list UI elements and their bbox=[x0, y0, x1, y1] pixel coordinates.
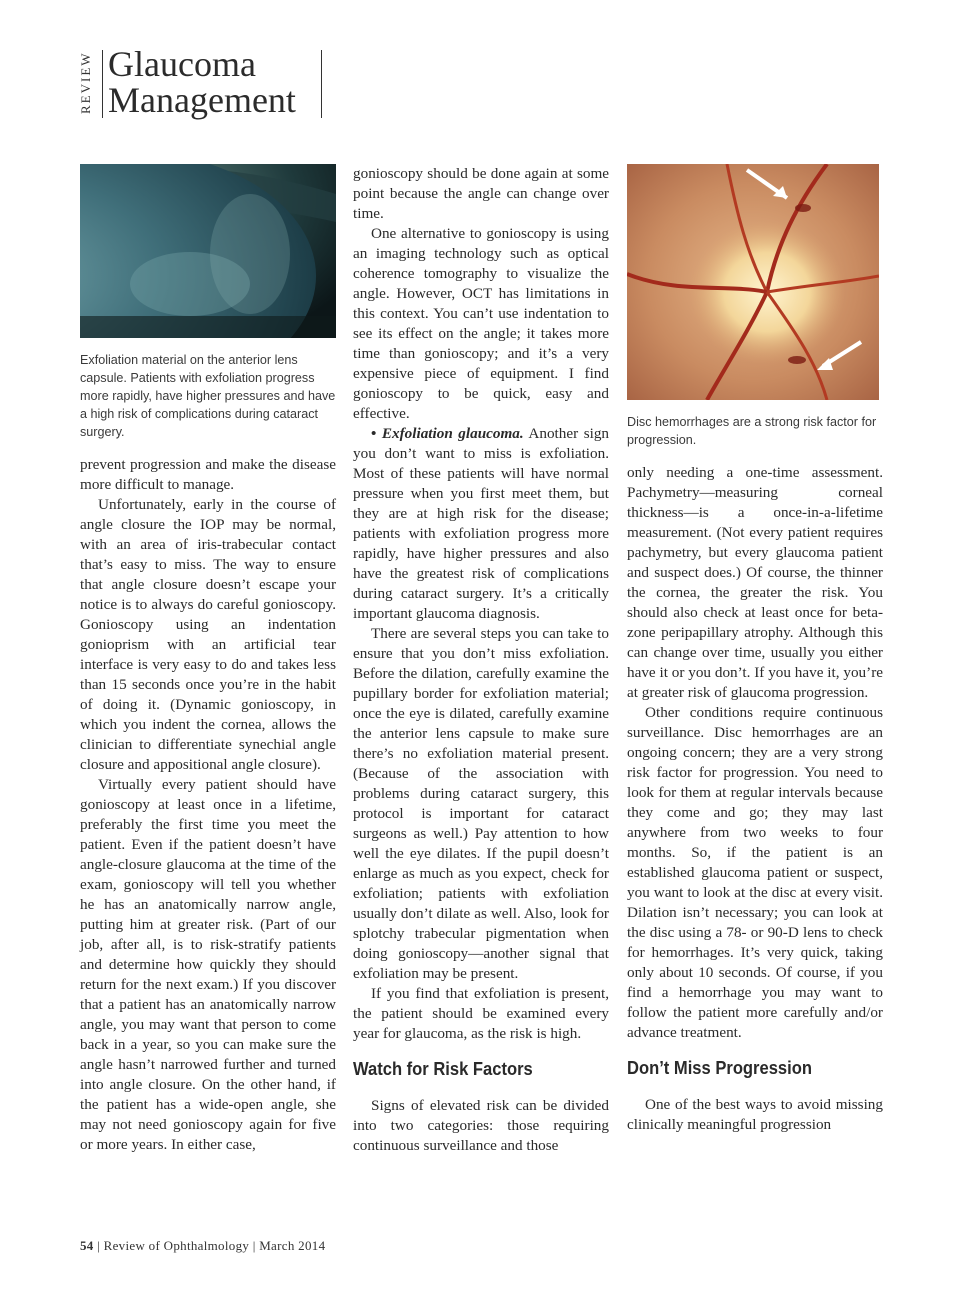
col3-paragraph-1: only needing a one-time assessment. Pachymetry—measuring corneal thickness—is a once-in-a-lifetime measurement. (Not every patient requires pachymetry, but every glaucoma patient and suspect does.) Of course, the thinner the cornea, the greater the risk. You should also check at least once for beta-zone peripapillary atrophy. Although this can change over time, usually you either have it or you don’t. If you have it, you’re at greater risk of glaucoma progression. bbox=[627, 464, 883, 701]
header-divider-left bbox=[102, 50, 103, 118]
page-footer bbox=[80, 1238, 325, 1254]
subhead-watch-for-risk-factors: Watch for Risk Factors bbox=[353, 1059, 533, 1079]
column-1 bbox=[80, 164, 336, 1155]
section-title-line1: Glaucoma bbox=[108, 44, 256, 84]
bullet-glyph: • bbox=[371, 425, 377, 442]
issue-date: March 2014 bbox=[259, 1238, 326, 1253]
col1-paragraph-3: Virtually every patient should have gonioscopy at least once in a lifetime, preferably the first time you meet the patient. Even if the patient doesn’t have angle-closure glaucoma at the time of the exam, gonioscopy will tell you whether he has an anatomically narrow angle, putting him at greater risk. (Part of our job, after all, is to risk-stratify patients and determine how quickly they should return for the next exam.) If you discover that a patient has an anatomically narrow angle, you may want that person to come back in a year, so you can make sure the angle hasn’t narrowed further and turned into angle closure. On the other hand, if the patient has a wide-open angle, she may not need gonioscopy again for five or more years. In either case, bbox=[80, 776, 336, 1153]
col2-paragraph-6: Signs of elevated risk can be divided into two categories: those requiring continuous surveillance and those bbox=[353, 1097, 609, 1154]
subhead-dont-miss-progression: Don’t Miss Progression bbox=[627, 1058, 812, 1078]
figure-disc-hemorrhage-caption: Disc hemorrhages are a strong risk factor for progression. bbox=[627, 415, 877, 447]
footer-separator: | bbox=[93, 1238, 104, 1253]
col1-paragraph-1: prevent progression and make the disease more difficult to manage. bbox=[80, 456, 336, 493]
figure-exfoliation-caption: Exfoliation material on the anterior lens capsule. Patients with exfoliation progress more rapidly, have higher pressures and have a high risk of complications during cataract surgery. bbox=[80, 353, 336, 439]
section-title bbox=[108, 46, 348, 118]
col2-paragraph-4: There are several steps you can take to ensure that you don’t miss exfoliation. Before the dilation, carefully examine the pupillary border for exfoliation material; once the eye is dilated, carefully examine the anterior lens capsule to make sure there’s no exfoliation material present. (Because of the association with problems during cataract surgery, this protocol is important for cataract surgeons as well.) Pay attention to how well the eye dilates. If the pupil doesn’t enlarge as much as you expect, check for exfoliation; patients with exfoliation usually don’t dilate as well. Also, look for splotchy trabecular pigmentation when doing gonioscopy—another signal that exfoliation may be present. bbox=[353, 625, 609, 982]
page-number: 54 bbox=[80, 1238, 94, 1253]
col3-paragraph-2: Other conditions require continuous surveillance. Disc hemorrhages are an ongoing concern; they are a very strong risk factor for progression. You need to look for them at regular intervals because they come and go; they may last anywhere from two weeks to four months. So, if the patient is an established glaucoma patient or suspect, you want to look at the disc at every visit. Dilation isn’t necessary; you can look at the disc using a 78- or 90-D lens to check for hemorrhages. It’s very quick, taking only about 10 seconds. Of course, if you find a hemorrhage you may want to follow the patient more carefully and/or advance treatment. bbox=[627, 704, 883, 1041]
figure-disc-hemorrhage bbox=[627, 164, 883, 449]
publication-name: Review of Ophthalmology bbox=[103, 1238, 250, 1253]
footer-separator: | bbox=[249, 1238, 260, 1253]
col2-paragraph-3-body: Another sign you don’t want to miss is exfoliation. Most of these patients will have normal pressure when you first meet them, but they are at high risk for the disease; patients with exfoliation progress more rapidly, have higher pressures and also have the greatest risk of complications during cataract surgery. It’s a critically important glaucoma diagnosis. bbox=[353, 425, 610, 622]
exfoliation-lens-photo bbox=[80, 164, 336, 338]
col3-paragraph-3: One of the best ways to avoid missing clinically meaningful progression bbox=[627, 1096, 883, 1133]
col1-paragraph-2: Unfortunately, early in the course of angle closure the IOP may be normal, with an area of iris-trabecular contact that’s easy to miss. The way to ensure that angle closure doesn’t escape your notice is to always do careful gonioscopy. Gonioscopy using an indentation gonioprism with an artificial tear interface is very easy to do and takes less than 15 seconds once you’re in the habit of doing it. (Dynamic gonioscopy, in which you indent the cornea, allows the clinician to differentiate synechial angle closure and appositional angle closure). bbox=[80, 496, 336, 773]
column-3 bbox=[627, 164, 883, 1135]
col2-paragraph-3 bbox=[353, 424, 609, 624]
column-2 bbox=[353, 164, 609, 1156]
header-divider-right bbox=[321, 50, 322, 118]
review-tag: REVIEW bbox=[78, 51, 93, 115]
col2-paragraph-1: gonioscopy should be done again at some point because the angle can change over time. bbox=[353, 165, 609, 222]
figure-exfoliation bbox=[80, 164, 336, 441]
col2-paragraph-5: If you find that exfoliation is present, the patient should be examined every year for glaucoma, as the risk is high. bbox=[353, 985, 609, 1042]
exfoliation-glaucoma-lead: Exfoliation glaucoma. bbox=[381, 425, 524, 442]
optic-disc-photo bbox=[627, 164, 879, 400]
section-title-line2: Management bbox=[108, 80, 296, 120]
col2-paragraph-2: One alternative to gonioscopy is using an imaging technology such as optical coherence tomography to visualize the angle. However, OCT has limitations in this context. You can’t use indentation to see its effect on the angle; it takes more time than gonioscopy; and it’s a very expensive piece of equipment. I find gonioscopy to be quick, easy and effective. bbox=[353, 225, 609, 422]
